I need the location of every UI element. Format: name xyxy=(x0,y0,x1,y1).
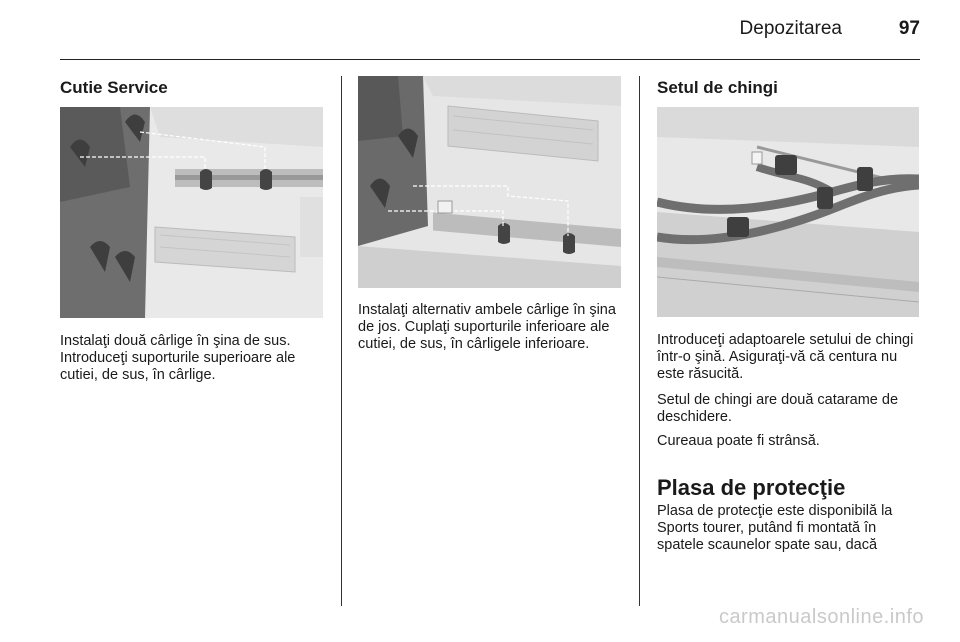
column-divider-1 xyxy=(341,76,342,606)
paragraph-two-buckles: Setul de chingi are două catarame de deschidere. xyxy=(657,392,899,425)
paragraph-strap-tightened: Cureaua poate fi strânsă. xyxy=(657,433,820,449)
column-divider-2 xyxy=(639,76,640,606)
header-title: Depozitarea xyxy=(739,18,842,39)
header-rule xyxy=(60,59,920,60)
section-heading-service-box: Cutie Service xyxy=(60,78,168,97)
page-number: 97 xyxy=(898,18,920,39)
paragraph-insert-adapters: Introduceţi adaptoarele setului de chingi într-o şină. Asiguraţi-vă că centura nu este răsucită. xyxy=(657,332,914,382)
illustration-strap-set xyxy=(657,107,919,317)
watermark: carmanualsonline.info xyxy=(718,606,924,628)
section-heading-strap-set: Setul de chingi xyxy=(657,78,778,97)
paragraph-install-two-hooks: Instalaţi două cârlige în şina de sus. Introduceţi suporturile superioare ale cutiei, de sus, în cârlige. xyxy=(60,333,296,383)
paragraph-protection-net: Plasa de protecţie este disponibilă la Sports tourer, putând fi montată în spatele scaunelor spate sau, dacă xyxy=(657,503,893,553)
paragraph-alternative-install: Instalaţi alternativ ambele cârlige în şina de jos. Cuplaţi suporturile inferioare ale cutiei, de sus, în cârligele inferioare. xyxy=(358,302,616,352)
section-heading-protection-net: Plasa de protecţie xyxy=(657,475,846,500)
illustration-service-box-upper-rail xyxy=(60,107,323,318)
illustration-service-box-lower-rail xyxy=(358,76,621,288)
